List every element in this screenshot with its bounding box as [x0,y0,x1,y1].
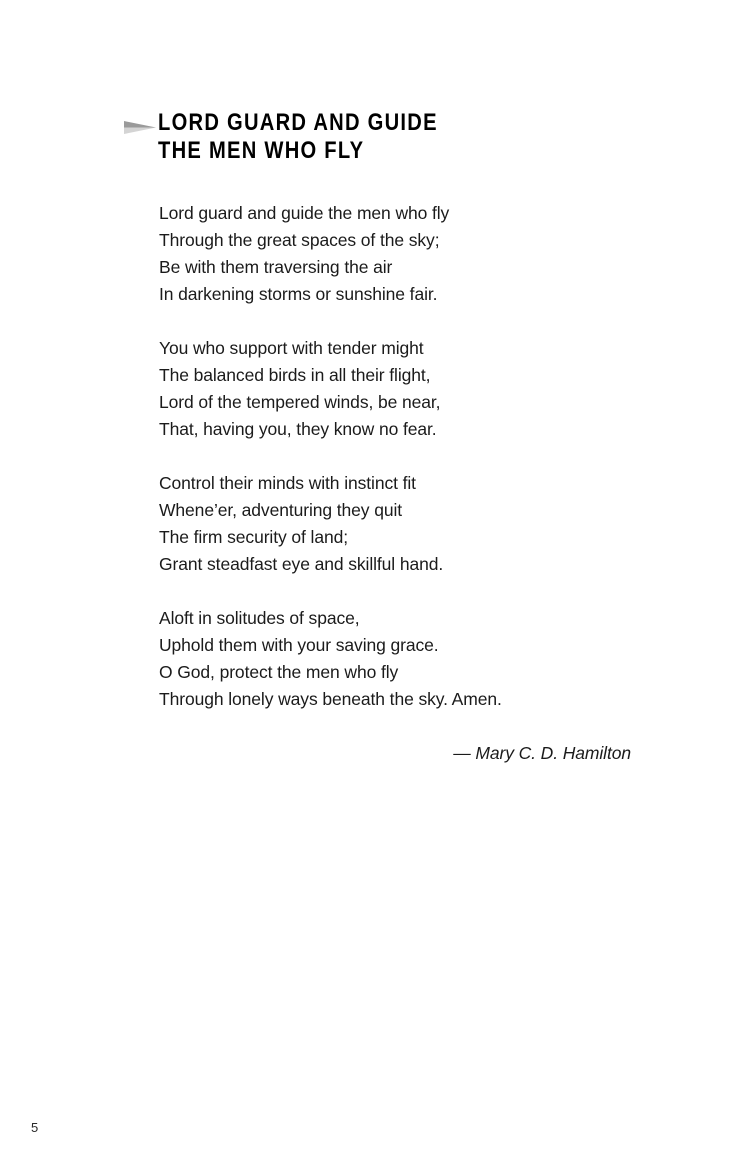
poem-line: Whene’er, adventuring they quit [159,500,403,520]
poem-line: Uphold them with your saving grace. [159,635,439,655]
poem-stanza-3 [159,470,639,578]
page-number: 5 [31,1120,39,1135]
poem-line: You who support with tender might [159,338,424,358]
poem-stanza-1 [159,200,639,308]
poem-line: Control their minds with instinct fit [159,473,416,493]
poem-line: Through lonely ways beneath the sky. Amen. [159,689,502,709]
poem-line: In darkening storms or sunshine fair. [159,284,438,304]
poem-line: The firm security of land; [159,527,348,547]
poem-line: Be with them traversing the air [159,257,393,277]
poem-attribution: — Mary C. D. Hamilton [453,743,631,763]
poem-title-block [158,109,491,164]
poem-line: The balanced birds in all their flight, [159,365,431,385]
poem-title-line-2: THE MEN WHO FLY [158,136,365,164]
pennant-bottom-half [124,128,156,135]
poem-line: Lord of the tempered winds, be near, [159,392,441,412]
poem-line: Grant steadfast eye and skillful hand. [159,554,444,574]
poem-line: Aloft in solitudes of space, [159,608,360,628]
poem-line: O God, protect the men who fly [159,662,399,682]
poem-line: Through the great spaces of the sky; [159,230,440,250]
poem-stanza-4 [159,605,639,713]
pennant-top-half [124,121,156,128]
poem-body [159,200,639,767]
poem-stanza-2 [159,335,639,443]
pennant-arrow-icon [124,121,156,134]
poem-title-line-1: LORD GUARD AND GUIDE [158,109,438,136]
poem-title [158,109,438,164]
poem-line: That, having you, they know no fear. [159,419,437,439]
poem-line: Lord guard and guide the men who fly [159,203,450,223]
